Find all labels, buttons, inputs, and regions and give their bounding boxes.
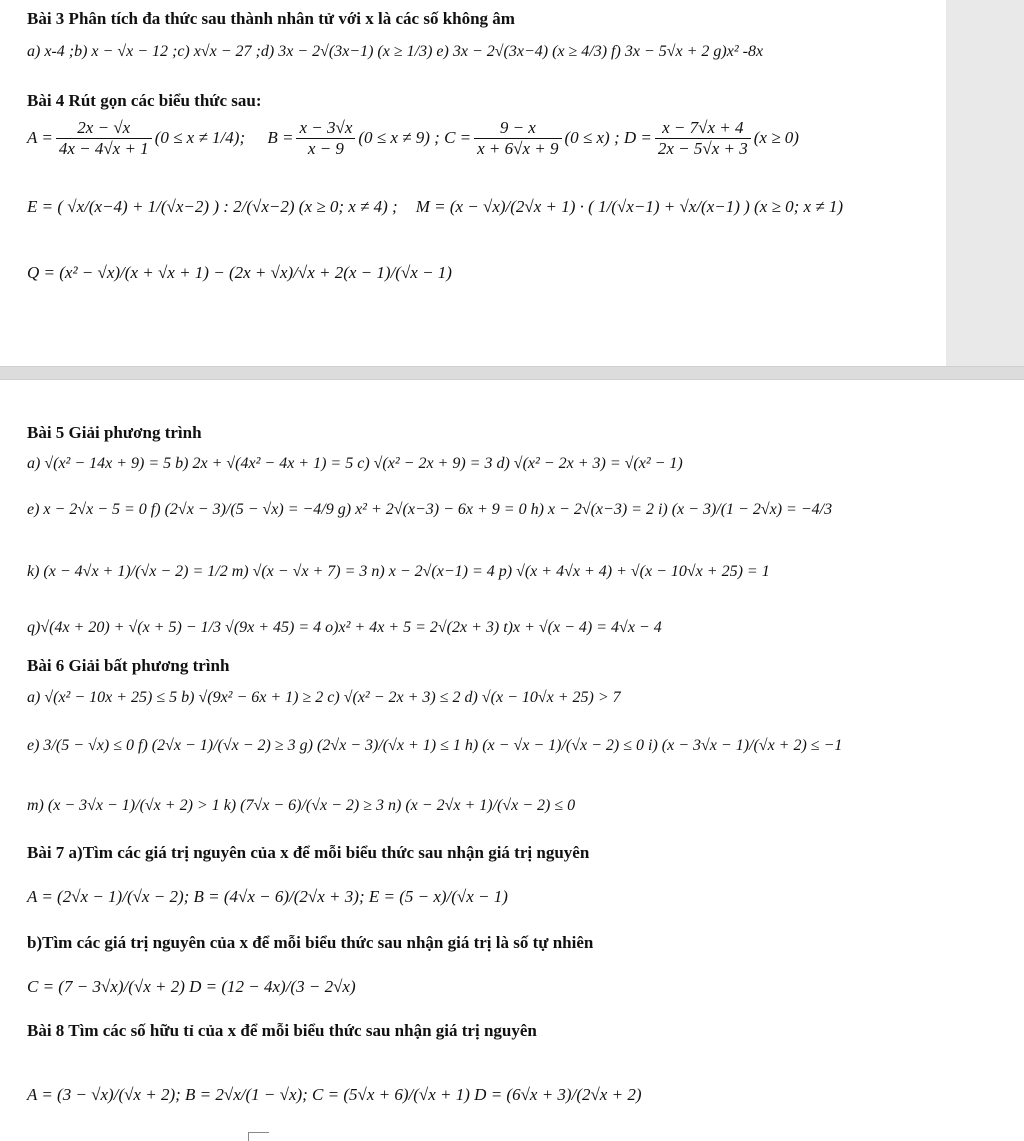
bai4-line3: Q = (x² − √x)/(x + √x + 1) − (2x + √x)/√x + 2(x − 1)/(√x − 1) (27, 263, 452, 282)
bai5-line4: q)√(4x + 20) + √(x + 5) − 1/3 √(9x + 45) = 4 o)x² + 4x + 5 = 2√(2x + 3) t)x + √(x − 4) = 4√x − 4 (27, 619, 662, 636)
bai5-line1: a) √(x² − 14x + 9) = 5 b) 2x + √(4x² − 4x + 1) = 5 c) √(x² − 2x + 9) = 3 d) √(x² − 2x + 3) = √(x² − 1) (27, 455, 683, 472)
expr-E: E = ( √x/(x−4) + 1/(√x−2) ) : 2/(√x−2) (x ≥ 0; x ≠ 4) ; (27, 197, 398, 216)
bai6-line1: a) √(x² − 10x + 25) ≤ 5 b) √(9x² − 6x + 1) ≥ 2 c) √(x² − 2x + 3) ≤ 2 d) √(x − 10√x + 25) > 7 (27, 689, 621, 706)
bai4-heading: Bài 4 Rút gọn các biểu thức sau: (27, 91, 262, 110)
frac-B: $\frac{x - 3√x}{x - 9}$ (296, 118, 355, 160)
page-divider (0, 366, 1024, 380)
expr-M: M = (x − √x)/(2√x + 1) · ( 1/(√x−1) + √x/(x−1) ) (x ≥ 0; x ≠ 1) (415, 197, 844, 216)
bai5-line3: k) (x − 4√x + 1)/(√x − 2) = 1/2 m) √(x − √x + 7) = 3 n) x − 2√(x−1) = 4 p) √(x + 4√x + 4) + √(x − 10√x + 25) = 1 (27, 563, 770, 580)
frac-D: $\frac{x - 7√x + 4}{2x - 5√x + 3}$ (655, 118, 751, 160)
bai4-line2 (27, 196, 843, 217)
bai7-line2: C = (7 − 3√x)/(√x + 2) D = (12 − 4x)/(3 − 2√x) (27, 977, 356, 996)
bai3-heading: Bài 3 Phân tích đa thức sau thành nhân tử với x là các số không âm (27, 9, 515, 28)
bai5-heading: Bài 5 Giải phương trình (27, 423, 202, 442)
bai8-heading: Bài 8 Tìm các số hữu tỉ của x để mỗi biểu thức sau nhận giá trị nguyên (27, 1021, 537, 1040)
bai7-subheading: b)Tìm các giá trị nguyên của x để mỗi biểu thức sau nhận giá trị là số tự nhiên (27, 933, 594, 952)
bai6-heading: Bài 6 Giải bất phương trình (27, 656, 230, 675)
bai3-line: a) x-4 ;b) x − √x − 12 ;c) x√x − 27 ;d) 3x − 2√(3x−1) (x ≥ 1/3) e) 3x − 2√(3x−4) (x ≥ 4/3) f) 3x − 5√x + 2 g)x² -8x (27, 43, 764, 60)
frac-A: $\frac{2x - √x}{4x - 4√x + 1}$ (56, 118, 152, 160)
frac-C: $\frac{9 - x}{x + 6√x + 9}$ (474, 118, 561, 160)
bai7-heading: Bài 7 a)Tìm các giá trị nguyên của x để mỗi biểu thức sau nhận giá trị nguyên (27, 843, 590, 862)
bai6-line2: e) 3/(5 − √x) ≤ 0 f) (2√x − 1)/(√x − 2) ≥ 3 g) (2√x − 3)/(√x + 1) ≤ 1 h) (x − √x − 1)/(√x − 2) ≤ 0 i) (x − 3√x − 1)/(√x + 2) ≤ −1 (27, 737, 843, 754)
right-margin (946, 0, 1024, 366)
bai7-line1: A = (2√x − 1)/(√x − 2); B = (4√x − 6)/(2√x + 3); E = (5 − x)/(√x − 1) (27, 887, 508, 906)
bai8-line1: A = (3 − √x)/(√x + 2); B = 2√x/(1 − √x); C = (5√x + 6)/(√x + 1) D = (6√x + 3)/(2√x + 2) (27, 1085, 642, 1104)
bai6-line3: m) (x − 3√x − 1)/(√x + 2) > 1 k) (7√x − 6)/(√x − 2) ≥ 3 n) (x − 2√x + 1)/(√x − 2) ≤ 0 (27, 797, 576, 814)
bai4-line1: A = $\frac{2x - √x}{4x - 4√x + 1}$ (0 ≤ x ≠ 1/4); B = $\frac{x - 3√x}{x - 9}$ (0 ≤ x ≠ 9) ; C = $\frac{9 - x}{x + 6√x + 9}$ (0 ≤ x) ; D = $\frac{x - 7√x + 4}{2x - 5√x + 3}$ (x ≥ 0) (27, 118, 799, 159)
bai5-line2: e) x − 2√x − 5 = 0 f) (2√x − 3)/(5 − √x) = −4/9 g) x² + 2√(x−3) − 6x + 9 = 0 h) x − 2√(x−3) = 2 i) (x − 3)/(1 − 2√x) = −4/3 (27, 501, 833, 518)
